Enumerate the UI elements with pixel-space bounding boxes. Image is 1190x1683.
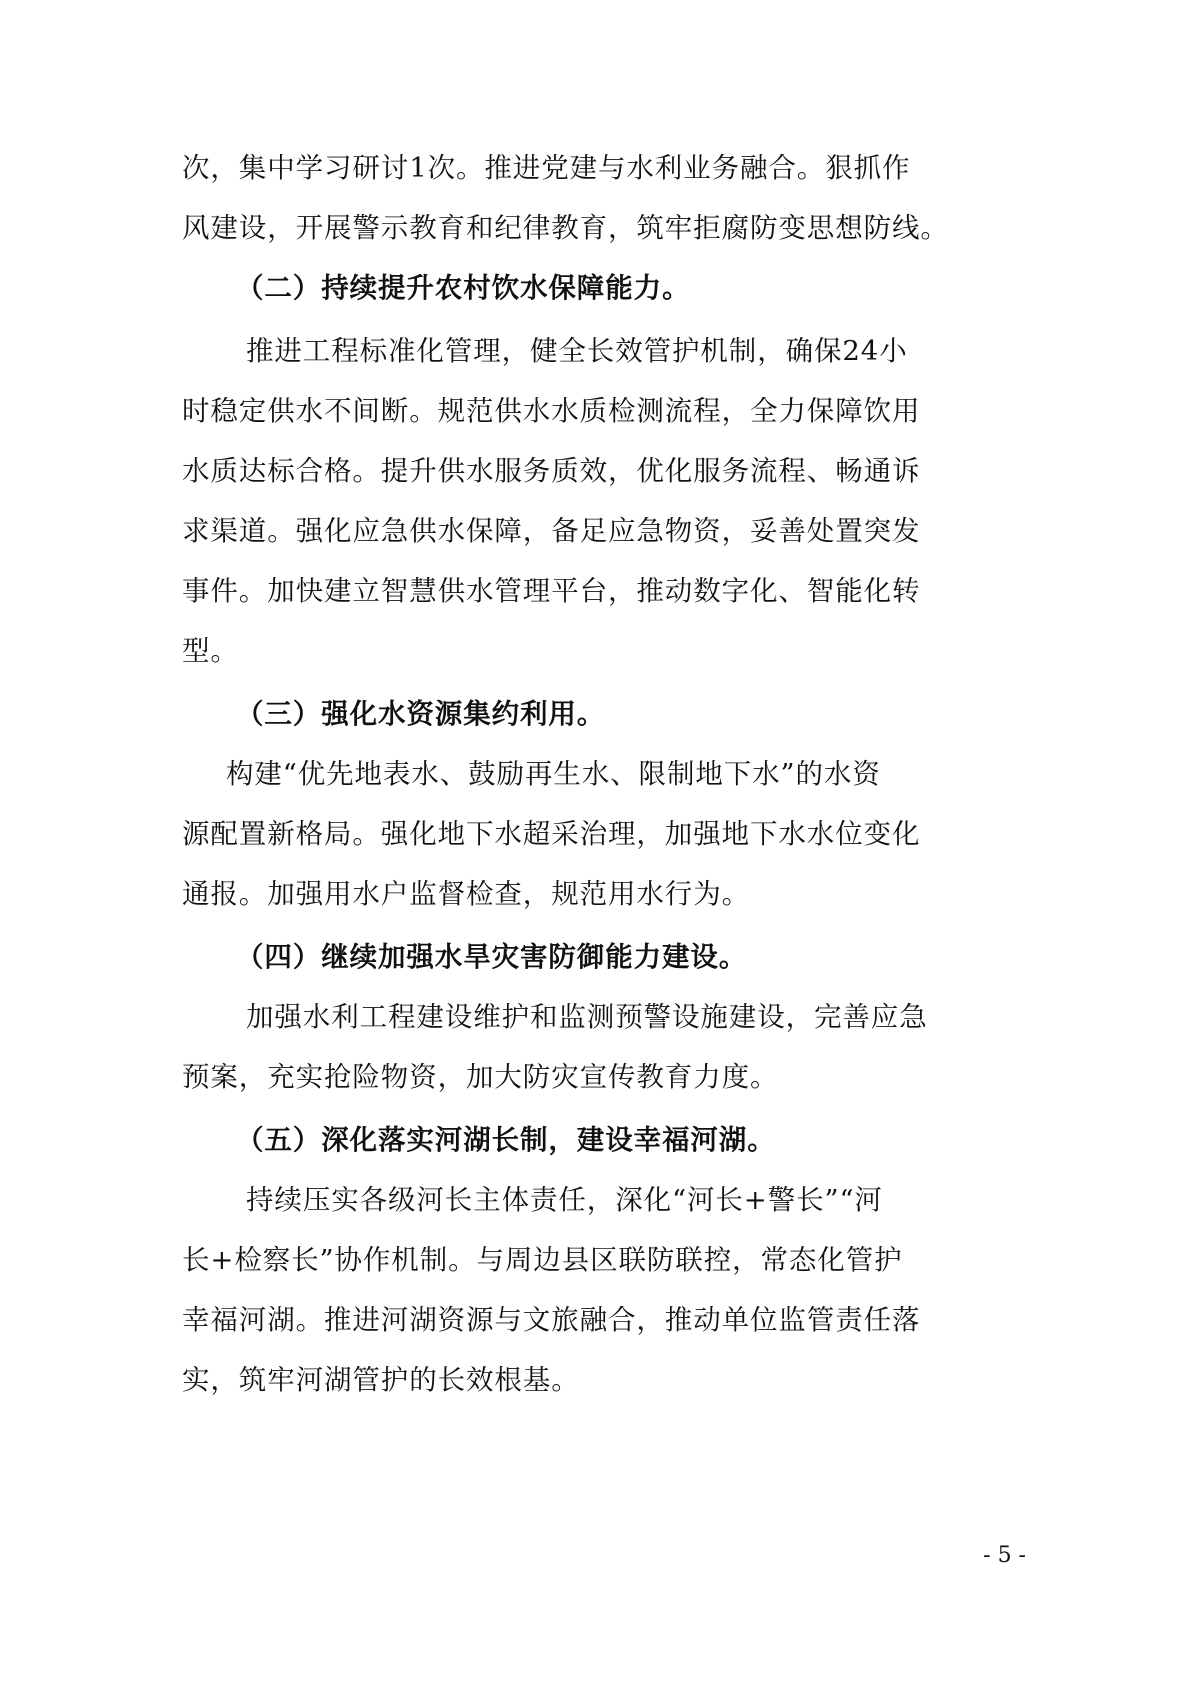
body-text-line: 时稳定供水不间断。规范供水水质检测流程，全力保障饮用 [182, 395, 921, 427]
body-text-line: 长+检察长”协作机制。与周边县区联防联控，常态化管护 [182, 1244, 903, 1276]
body-text-line: 事件。加快建立智慧供水管理平台，推动数字化、智能化转 [182, 575, 921, 607]
body-text-line: 源配置新格局。强化地下水超采治理，加强地下水水位变化 [182, 818, 921, 850]
section-heading: （四）继续加强水旱灾害防御能力建设。 [236, 941, 748, 973]
page-number: - 5 - [983, 1543, 1026, 1568]
body-text-line: 通报。加强用水户监督检查，规范用水行为。 [182, 878, 750, 910]
body-text-line: 幸福河湖。推进河湖资源与文旅融合，推动单位监管责任落 [182, 1304, 921, 1336]
body-text-line: 构建“优先地表水、鼓励再生水、限制地下水”的水资 [226, 758, 881, 790]
body-text-line: 次，集中学习研讨1次。推进党建与水利业务融合。狠抓作 [182, 152, 911, 184]
section-heading: （二）持续提升农村饮水保障能力。 [236, 272, 691, 304]
body-text-line: 加强水利工程建设维护和监测预警设施建设，完善应急 [246, 1001, 928, 1033]
body-text-line: 水质达标合格。提升供水服务质效，优化服务流程、畅通诉 [182, 455, 921, 487]
body-text-line: 持续压实各级河长主体责任，深化“河长+警长”“河 [246, 1184, 883, 1216]
body-text-line: 求渠道。强化应急供水保障，备足应急物资，妥善处置突发 [182, 515, 921, 547]
body-text-line: 推进工程标准化管理，健全长效管护机制，确保24小 [246, 335, 908, 367]
section-heading: （三）强化水资源集约利用。 [236, 698, 606, 730]
body-text-line: 实，筑牢河湖管护的长效根基。 [182, 1364, 580, 1396]
body-text-line: 型。 [182, 635, 239, 667]
body-text-line: 预案，充实抢险物资，加大防灾宣传教育力度。 [182, 1061, 779, 1093]
body-text-line: 风建设，开展警示教育和纪律教育，筑牢拒腐防变思想防线。 [182, 212, 949, 244]
section-heading: （五）深化落实河湖长制，建设幸福河湖。 [236, 1124, 776, 1156]
